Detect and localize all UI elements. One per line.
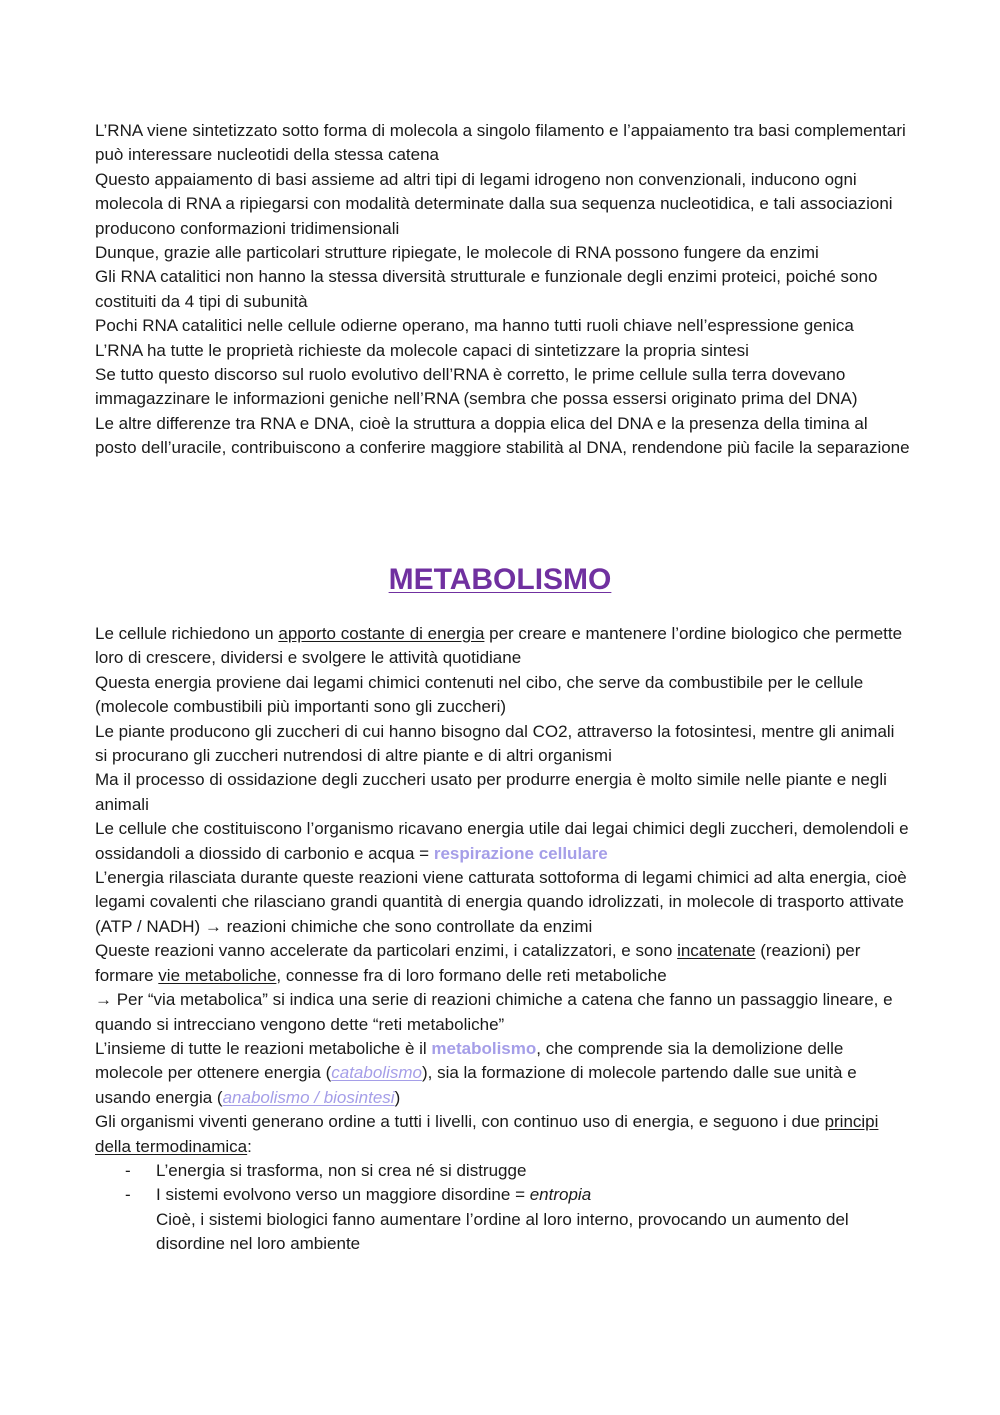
text-run: (reazioni) per formare — [95, 941, 861, 985]
paragraph — [95, 988, 910, 1037]
text-run: ) — [394, 1087, 401, 1107]
arrow-right-icon: → — [204, 916, 222, 936]
paragraph: Le piante producono gli zuccheri di cui hanno bisogno dal CO2, attraverso la fotosintesi, mentre gli animali si procurano gli zuccheri nutrendosi di altre piante e di altri organismi — [95, 721, 895, 766]
text-run: reazioni chimiche che sono controllate da enzimi — [221, 916, 593, 936]
arrow-right-icon: → — [95, 990, 112, 1010]
paragraph: L’RNA ha tutte le proprietà richieste da molecole capaci di sintetizzare la propria sintesi — [95, 340, 749, 360]
list-item — [95, 1159, 910, 1183]
paragraph — [95, 622, 910, 671]
section-title-text: METABOLISMO — [388, 563, 612, 596]
paragraph — [95, 866, 910, 939]
text-run: : — [247, 1136, 252, 1156]
rna-section — [95, 119, 910, 461]
highlighted-italic-term: anabolismo / biosintesi — [222, 1087, 395, 1107]
underlined-term: apporto costante di energia — [278, 624, 485, 643]
text-run: L’insieme di tutte le reazioni metaboliche è il — [95, 1038, 432, 1058]
highlighted-term: metabolismo — [431, 1038, 537, 1058]
paragraph: Gli RNA catalitici non hanno la stessa diversità strutturale e funzionale degli enzimi proteici, poiché sono costituiti da 4 tipi di subunità — [95, 267, 878, 311]
paragraph — [95, 1037, 910, 1110]
text-run: , che comprende sia la demolizione delle molecole per ottenere energia ( — [95, 1038, 844, 1083]
text-run: Per “via metabolica” si indica una serie di reazioni chimiche a catena che fanno un passaggio lineare, e quando si intrecciano vengono dette “reti metaboliche” — [95, 990, 893, 1034]
text-run: Le cellule richiedono un — [95, 624, 279, 643]
paragraph: Ma il processo di ossidazione degli zuccheri usato per produrre energia è molto simile nelle piante e negli animali — [95, 770, 887, 814]
paragraph: Se tutto questo discorso sul ruolo evolutivo dell’RNA è corretto, le prime cellule sulla terra dovevano immagazzinare le informazioni geniche nell’RNA (sembra che possa essersi originato prima del DNA) — [95, 365, 858, 409]
list-item-continuation: Cioè, i sistemi biologici fanno aumentare l’ordine al loro interno, provocando un aumento del disordine nel loro ambiente — [156, 1209, 849, 1254]
underlined-term: incatenate — [677, 941, 756, 961]
paragraph — [95, 817, 910, 866]
list-item — [95, 1183, 910, 1256]
text-run: Le cellule che costituiscono l’organismo ricavano energia utile dai legai chimici degli zuccheri, demolendoli e ossidandoli a diossido di carbonio e acqua = — [95, 819, 909, 863]
underlined-term: vie metaboliche — [158, 965, 277, 985]
text-run: L’energia rilasciata durante queste reazioni viene catturata sottoforma di legami chimici ad alta energia, cioè legami covalenti che rilasciano grandi quantità di energia quando idrolizzati, in molecole di trasporto attivate (ATP / NADH) — [95, 868, 907, 936]
paragraph — [95, 1110, 910, 1159]
paragraph: Le altre differenze tra RNA e DNA, cioè la struttura a doppia elica del DNA e la presenza della timina al posto dell’uracile, contribuiscono a conferire maggiore stabilità al DNA, rendendone più facile la separazione — [95, 413, 910, 458]
highlighted-term: respirazione cellulare — [433, 843, 608, 863]
paragraph: L’RNA viene sintetizzato sotto forma di molecola a singolo filamento e l’appaiamento tra basi complementari può interessare nucleotidi della stessa catena — [95, 121, 906, 165]
text-run: ), sia la formazione di molecole partendo dalle sue unità e usando energia ( — [95, 1063, 857, 1107]
paragraph: Questo appaiamento di basi assieme ad altri tipi di legami idrogeno non convenzionali, inducono ogni molecola di RNA a ripiegarsi con modalità determinate dalla sua sequenza nucleotidica, e tali associazioni producono conformazioni tridimensionali — [95, 169, 893, 238]
list-item-text: I sistemi evolvono verso un maggiore disordine = — [156, 1185, 530, 1205]
metabolism-section — [95, 622, 910, 1257]
dash-bullet-icon: - — [125, 1185, 131, 1205]
paragraph: Questa energia proviene dai legami chimici contenuti nel cibo, che serve da combustibile per le cellule (molecole combustibili più importanti sono gli zuccheri) — [95, 672, 864, 717]
paragraph — [95, 939, 910, 988]
highlighted-italic-term: catabolismo — [331, 1063, 422, 1083]
underlined-term: principi della termodinamica — [95, 1112, 879, 1156]
paragraph: Pochi RNA catalitici nelle cellule odierne operano, ma hanno tutti ruoli chiave nell’espressione genica — [95, 316, 854, 336]
italic-term: entropia — [529, 1185, 592, 1205]
dash-bullet-icon: - — [125, 1160, 131, 1180]
text-run: Queste reazioni vanno accelerate da particolari enzimi, i catalizzatori, e sono — [95, 941, 678, 961]
paragraph: Dunque, grazie alle particolari strutture ripiegate, le molecole di RNA possono fungere da enzimi — [95, 243, 819, 263]
text-run: Gli organismi viventi generano ordine a tutti i livelli, con continuo uso di energia, e seguono i due — [95, 1112, 825, 1132]
section-title — [0, 560, 1000, 600]
text-run: , connesse fra di loro formano delle reti metaboliche — [276, 965, 667, 985]
text-run: per creare e mantenere l’ordine biologico che permette loro di crescere, dividersi e svolgere le attività quotidiane — [95, 624, 903, 668]
bullet-list — [95, 1159, 910, 1257]
list-item-text: L’energia si trasforma, non si crea né si distrugge — [156, 1160, 527, 1180]
